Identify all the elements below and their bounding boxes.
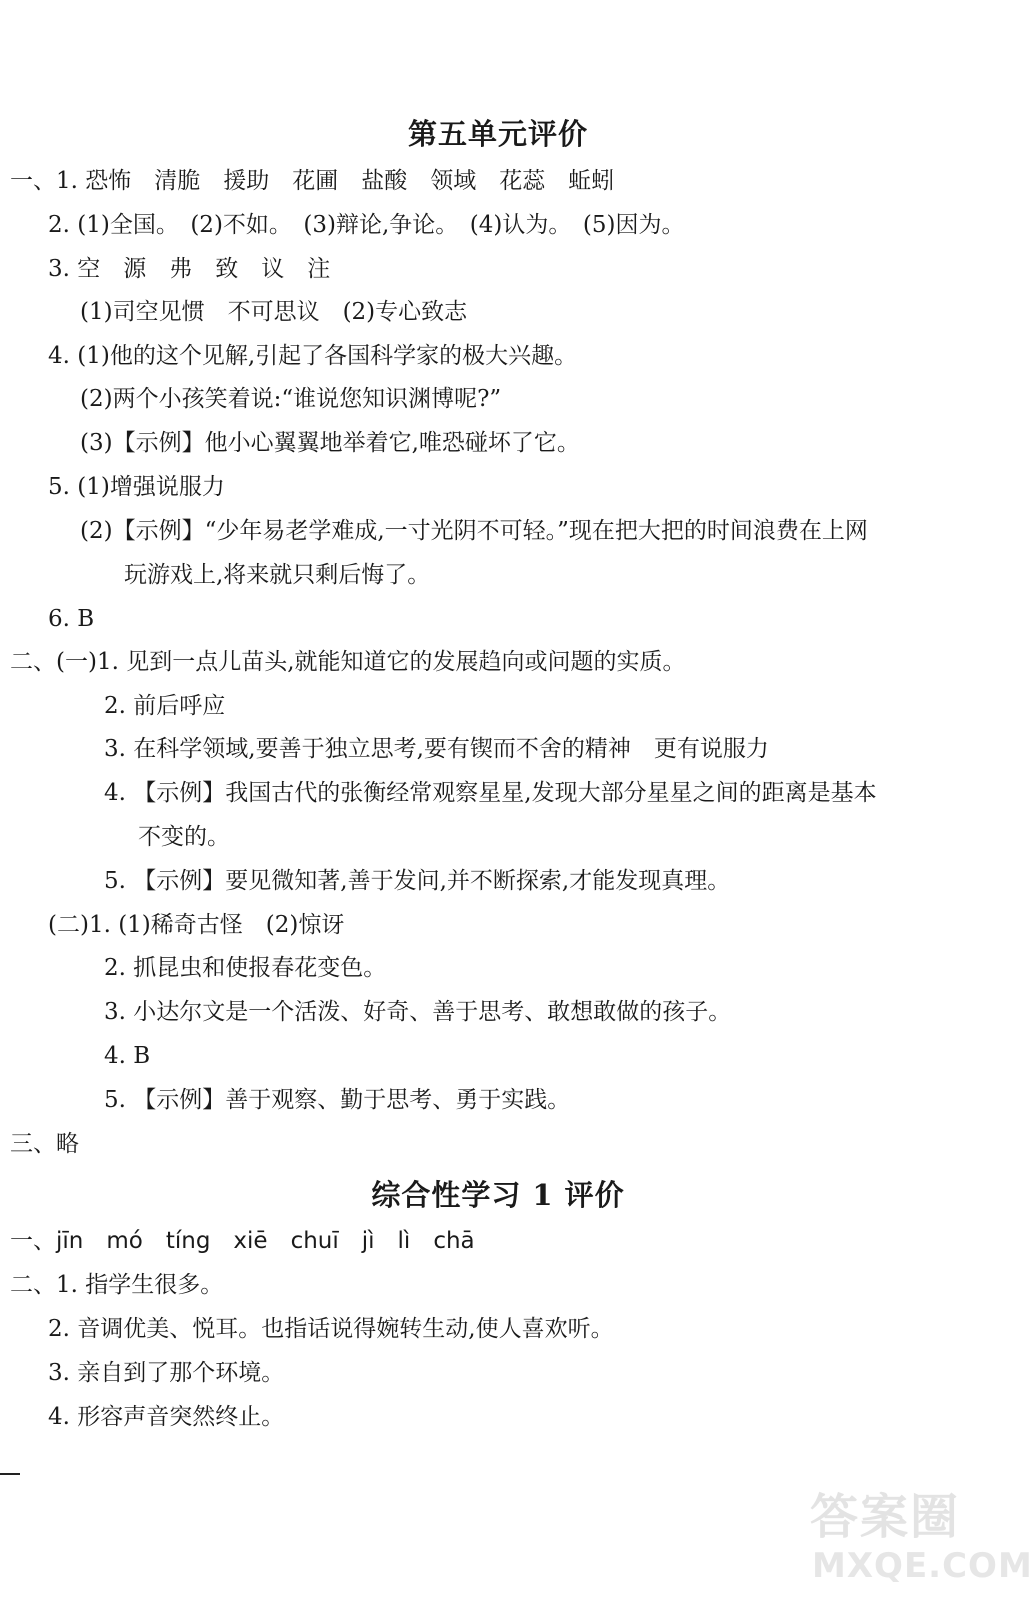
section-title-unit5: 第五单元评价 [407, 117, 588, 151]
answer-line: 6. B [48, 606, 95, 632]
pinyin-answer-line: 一、jīn mó tíng xiē chuī jì lì chā [10, 1228, 475, 1254]
page-divider [0, 1473, 20, 1475]
answer-line: 二、1. 指学生很多。 [10, 1272, 224, 1298]
answer-line: 3. 空 源 弗 致 议 注 [48, 256, 331, 282]
answer-line: (3)【示例】他小心翼翼地举着它,唯恐碰坏了它。 [80, 430, 580, 456]
answer-line: 三、略 [10, 1131, 79, 1157]
answer-line: 4. 形容声音突然终止。 [48, 1404, 285, 1430]
answer-line: 4. (1)他的这个见解,引起了各国科学家的极大兴趣。 [48, 343, 578, 369]
watermark-text: 答案圈 [810, 1489, 961, 1545]
answer-line: 5. (1)增强说服力 [48, 474, 225, 500]
answer-line: 4. B [104, 1043, 151, 1069]
watermark-logo [810, 1478, 1033, 1596]
answer-line: 二、(一)1. 见到一点儿苗头,就能知道它的发展趋向或问题的实质。 [10, 649, 686, 675]
answer-line: (2)【示例】“少年易老学难成,一寸光阴不可轻。”现在把大把的时间浪费在上网 [80, 518, 868, 544]
answer-line: 3. 小达尔文是一个活泼、好奇、善于思考、敢想敢做的孩子。 [104, 999, 732, 1025]
answer-line: 4. 【示例】我国古代的张衡经常观察星星,发现大部分星星之间的距离是基本 [104, 780, 877, 806]
answer-line: 5. 【示例】要见微知著,善于发问,并不断探索,才能发现真理。 [104, 868, 731, 894]
answer-line: (2)两个小孩笑着说:“谁说您知识渊博呢?” [80, 386, 502, 412]
answer-line: 2. 前后呼应 [104, 693, 226, 719]
answer-line: 2. 音调优美、悦耳。也指话说得婉转生动,使人喜欢听。 [48, 1316, 614, 1342]
answer-line: 3. 亲自到了那个环境。 [48, 1360, 285, 1386]
answer-line: 2. 抓昆虫和使报春花变色。 [104, 955, 387, 981]
answer-line: (1)司空见惯 不可思议 (2)专心致志 [80, 299, 468, 325]
answer-line: 2. (1)全国。 (2)不如。 (3)辩论,争论。 (4)认为。 (5)因为。 [48, 212, 685, 238]
watermark-url: MXQE.COM [812, 1546, 1033, 1586]
answer-line: (二)1. (1)稀奇古怪 (2)惊讶 [48, 912, 345, 938]
answer-line: 3. 在科学领域,要善于独立思考,要有锲而不舍的精神 更有说服力 [104, 736, 769, 762]
section-title-comprehensive: 综合性学习 1 评价 [371, 1178, 625, 1212]
answer-line: 不变的。 [138, 824, 230, 850]
answer-line: 5. 【示例】善于观察、勤于思考、勇于实践。 [104, 1087, 571, 1113]
answer-line: 玩游戏上,将来就只剩后悔了。 [124, 562, 431, 588]
answer-line: 一、1. 恐怖 清脆 援助 花圃 盐酸 领域 花蕊 蚯蚓 [10, 168, 615, 194]
